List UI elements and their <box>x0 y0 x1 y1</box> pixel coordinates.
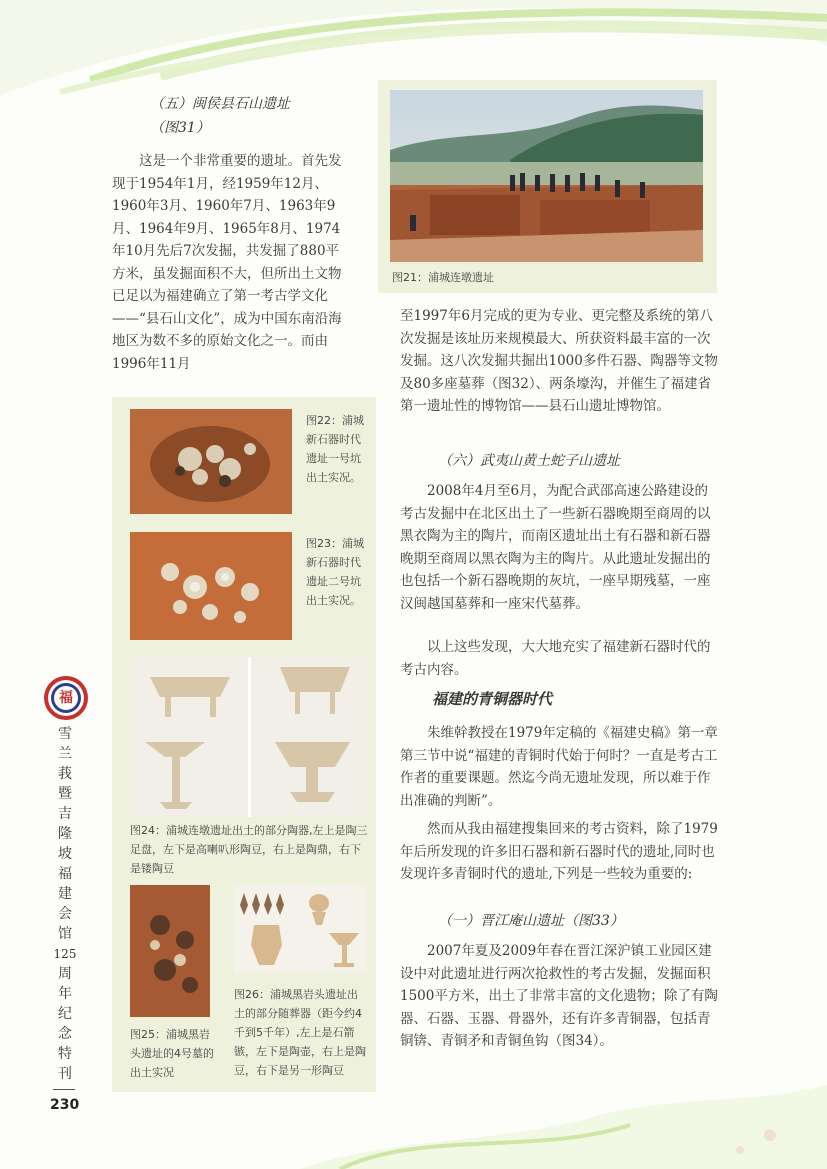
vertical-title-char: 莪 <box>58 766 72 782</box>
figure25-caption: 图25：浦城黑岩头遗址的4号墓的出土实况 <box>130 1028 214 1079</box>
figure21-caption: 图21：浦城连墩遗址 <box>392 271 494 284</box>
bottom-decoration <box>300 1075 827 1169</box>
vertical-title-char: 兰 <box>58 746 72 762</box>
vertical-title-char: 125 <box>53 947 77 961</box>
bronze-paragraph-2: 然而从我由福建搜集回来的考古资料，除了1979年后所发现的许多旧石器和新石器时代的遗址,同时也发现许多青铜时代的遗址,下列是一些较为重要的: <box>400 821 718 882</box>
section6-title: （六）武夷山黄土蛇子山遗址 <box>438 453 620 469</box>
figure21-panel <box>378 80 717 293</box>
figure26-photo <box>234 885 367 973</box>
figure23-caption: 图23：浦城新石器时代遗址二号坑出土实况。 <box>306 537 364 607</box>
vertical-title-char: 建 <box>58 886 72 902</box>
section5-paragraph: 这是一个非常重要的遗址。首先发现于1954年1月，经1959年12月、1960年3月、1960年7月、1963年9月、1964年9月、1965年8月、1974年10月先后7次发掘，共发掘了880平方米，虽发掘面积不大，但所出土文物已足以为福建确立了第一考古学文化——“县石山文化”，成为中国东南沿海地区为数不多的原始文化之一。而由1996年11月 <box>112 153 342 372</box>
section1-paragraph: 2007年夏及2009年春在晋江深沪镇工业园区建设中对此遗址进行两次抢救性的考古发掘，发掘面积1500平方米，出土了非常丰富的文化遗物；除了有陶器、石器、玉器、骨器外，还有许多青铜器，包括青铜锛、青铜矛和青铜鱼钩（图34）。 <box>400 943 718 1049</box>
vertical-title-char: 隆 <box>58 826 72 842</box>
section6-paragraph: 2008年4月至6月，为配合武邵高速公路建设的考古发掘中在北区出土了一些新石器晚期至商周的以黑衣陶为主的陶片，而南区遗址出土有石器和新石器晚期至商周以黑衣陶为主的陶片。从此遗址发掘出的也包括一个新石器晚期的灰坑，一座早期残墓，一座汉闽越国墓葬和一座宋代墓葬。 <box>400 483 711 612</box>
figure25-photo <box>130 885 210 1017</box>
section1-title: （一）晋江庵山遗址（图33） <box>438 913 624 929</box>
page-number: 230 <box>50 1097 80 1113</box>
bronze-age-heading: 福建的青铜器时代 <box>432 690 553 708</box>
vertical-title-char: 坡 <box>58 846 72 862</box>
logo-character: 福 <box>59 690 73 706</box>
vertical-title-char: 福 <box>58 866 72 882</box>
vertical-title-char: 特 <box>58 1046 72 1062</box>
vertical-title-char: 吉 <box>58 806 72 822</box>
figure21-photo <box>390 90 703 262</box>
section5-figure-ref: （图31） <box>150 120 210 136</box>
figure22-photo <box>130 409 292 514</box>
vertical-title-char: 纪 <box>58 1006 72 1022</box>
bronze-paragraph-1: 朱维幹教授在1979年定稿的《福建史稿》第一章第三节中说“福建的青铜时代始于何时？一直是考古工作者的重要课题。然迄今尚无遗址发现，所以难于作出准确的判断”。 <box>400 725 718 809</box>
vertical-title-char: 周 <box>58 966 72 982</box>
figure26-caption: 图26：浦城黑岩头遗址出土的部分随葬器（距今约4千到5千年）,左上是石箭镞，左下是陶壶，右上是陶豆，右下是另一形陶豆 <box>234 988 366 1077</box>
vertical-title-char: 暨 <box>58 786 72 802</box>
figure24-photo <box>130 657 367 817</box>
figure24-caption: 图24：浦城连墩遗址出土的部分陶器,左上是陶三足盘，左下是高喇叭形陶豆，右上是陶鼎，右下是镂陶豆 <box>130 824 368 875</box>
vertical-title-char: 会 <box>58 906 72 922</box>
continued-paragraph: 至1997年6月完成的更为专业、更完整及系统的第八次发掘是该址历来规模最大、所获资料最丰富的一次发掘。这八次发掘共掘出1000多件石器、陶器等文物及80多座墓葬（图32）、两条壕沟，并催生了福建省第一遗址性的博物馆——县石山遗址博物馆。 <box>400 308 718 414</box>
figures-panel <box>112 397 376 1092</box>
page-number-ornament <box>53 1089 75 1093</box>
figure22-caption: 图22：浦城新石器时代遗址一号坑出土实况。 <box>306 414 364 484</box>
vertical-title-char: 雪 <box>58 726 72 742</box>
vertical-title-char: 年 <box>58 986 72 1002</box>
vertical-title-char: 刊 <box>58 1066 72 1082</box>
vertical-title-char: 念 <box>58 1026 72 1042</box>
section5-title: （五）闽侯县石山遗址 <box>150 96 290 112</box>
vertical-title-char: 馆 <box>58 926 72 942</box>
vertical-publication-title <box>50 724 80 1084</box>
summary-paragraph: 以上这些发现，大大地充实了福建新石器时代的考古内容。 <box>400 639 711 678</box>
association-logo <box>44 676 88 720</box>
figure23-photo <box>130 532 292 640</box>
